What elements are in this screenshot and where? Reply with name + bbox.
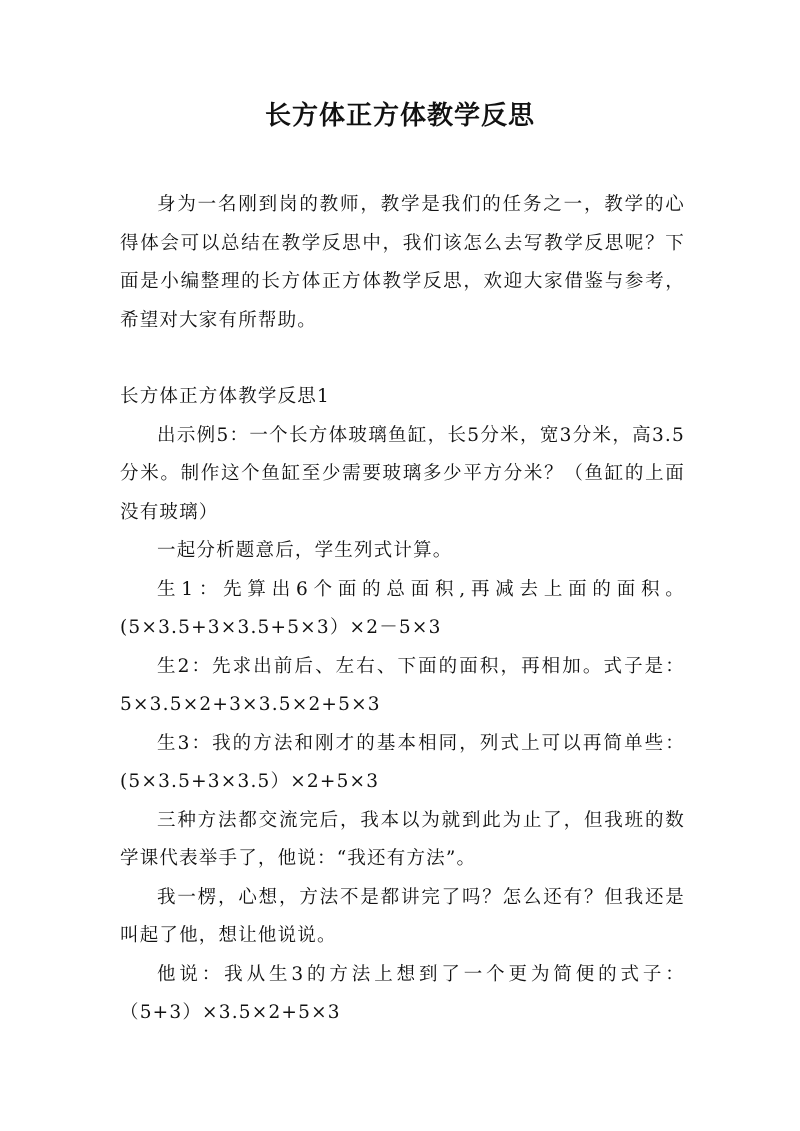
document-body	[120, 186, 685, 1033]
body-paragraph: 三种方法都交流完后，我本以为就到此为止了，但我班的数学课代表举手了，他说：“我还有方法”。	[120, 809, 685, 869]
paragraph-gap	[120, 340, 685, 378]
body-paragraph: 一起分析题意后，学生列式计算。	[157, 540, 453, 561]
body-paragraph: 生2：先求出前后、左右、下面的面积，再相加。式子是：5×3.5×2+3×3.5×2+5×3	[120, 655, 685, 715]
body-paragraph: 我一楞，心想，方法不是都讲完了吗？怎么还有？但我还是叫起了他，想让他说说。	[120, 886, 685, 946]
body-paragraph: 生1：先算出6个面的总面积,再减去上面的面积。(5×3.5+3×3.5+5×3）×2－5×3	[120, 578, 685, 638]
body-paragraph: 出示例5：一个长方体玻璃鱼缸，长5分米，宽3分米，高3.5分米。制作这个鱼缸至少需要玻璃多少平方分米？（鱼缸的上面没有玻璃）	[120, 424, 685, 523]
intro-paragraph: 身为一名刚到岗的教师，教学是我们的任务之一，教学的心得体会可以总结在教学反思中，我们该怎么去写教学反思呢？下面是小编整理的长方体正方体教学反思，欢迎大家借鉴与参考，希望对大家有所帮助。	[120, 194, 685, 331]
body-paragraph: 他说：我从生3的方法上想到了一个更为简便的式子：（5+3）×3.5×2+5×3	[120, 963, 685, 1023]
body-paragraph: 生3：我的方法和刚才的基本相同，列式上可以再简单些：(5×3.5+3×3.5）×2+5×3	[120, 732, 685, 792]
document-title: 长方体正方体教学反思	[264, 101, 535, 131]
section-heading: 长方体正方体教学反思1	[120, 386, 330, 407]
